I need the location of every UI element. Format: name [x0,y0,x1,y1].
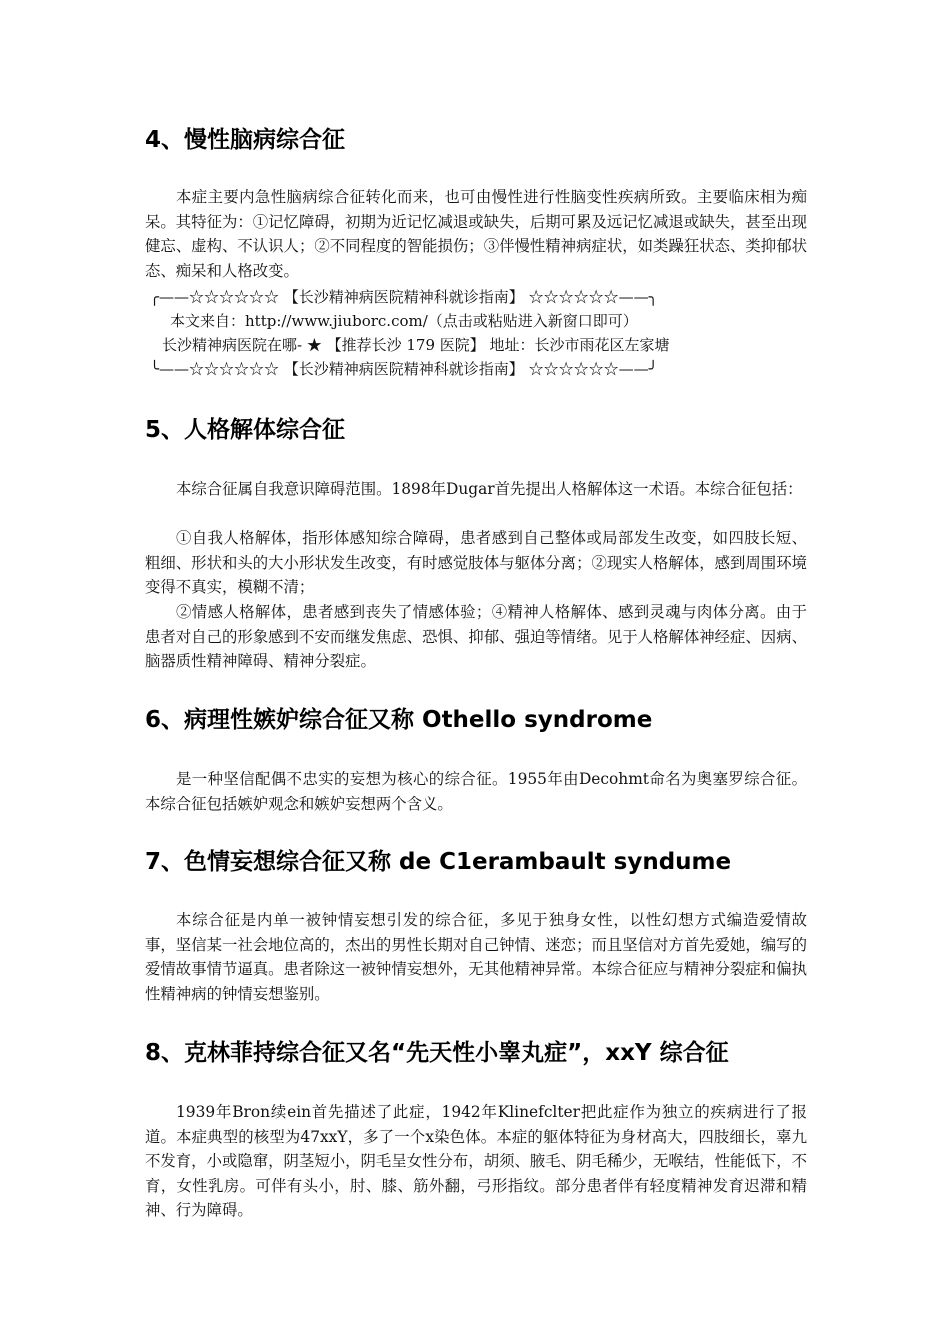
section-paragraph: 本综合征属自我意识障碍范围。1898年Dugar首先提出人格解体这一术语。本综合征包括： [176,480,803,498]
ad-bottom-border-line: ╰——☆☆☆☆☆☆ 【长沙精神病医院精神科就诊指南】 ☆☆☆☆☆☆——╯ [150,360,658,378]
section-paragraph: 本综合征是内单一被钟情妄想引发的综合征，多见于独身女性，以性幻想方式编造爱情故事，坚信某一社会地位高的，杰出的男性长期对自己钟情、迷恋；而且坚信对方首先爱她，编写的爱情故事情节逼真。患者除这一被钟情妄想外，无其他精神异常。本综合征应与精神分裂症和偏执性精神病的钟情妄想鉴别。 [145,911,807,1003]
ad-source-line[interactable]: 本文来自：http://www.jiuborc.com/（点击或粘贴进入新窗口即可） [170,312,638,330]
ad-top-border-line: ╭——☆☆☆☆☆☆ 【长沙精神病医院精神科就诊指南】 ☆☆☆☆☆☆——╮ [150,288,658,306]
ad-box [150,285,750,381]
section-paragraph: ②情感人格解体，患者感到丧失了情感体验；④精神人格解体、感到灵魂与肉体分离。由于患者对自己的形象感到不安而继发焦虑、恐惧、抑郁、强迫等情绪。见于人格解体神经症、因病、脑器质性精神障碍、精神分裂症。 [145,603,807,670]
section-paragraph: ①自我人格解体，指形体感知综合障碍，患者感到自己整体或局部发生改变，如四肢长短、粗细、形状和头的大小形状发生改变，有时感觉肢体与躯体分离；②现实人格解体，感到周围环境变得不真实，模糊不清； [145,529,807,596]
section-heading: 8、克林菲持综合征又名“先天性小睾丸症”，xxY 综合征 [145,1040,729,1066]
section-heading: 6、病理性嫉妒综合征又称 Othello syndrome [145,707,653,733]
section-paragraph: 1939年Bron续ein首先描述了此症，1942年Klinefclter把此症作为独立的疾病进行了报道。本症典型的核型为47xxY，多了一个x染色体。本症的躯体特征为身材高大，四肢细长，辜九不发育，小或隐窜，阴茎短小，阴毛呈女性分布，胡须、腋毛、阴毛稀少，无喉结，性能低下，不育，女性乳房。可伴有头小，肘、膝、筋外翻，弓形指纹。部分患者伴有轻度精神发育迟滞和精神、行为障碍。 [145,1103,807,1219]
ad-address-line: 长沙精神病医院在哪- ★ 【推荐长沙 179 医院】 地址：长沙市雨花区左家塘 [162,336,670,354]
section-heading: 5、人格解体综合征 [145,417,346,443]
section-heading: 7、色情妄想综合征又称 de C1erambault syndume [145,849,732,875]
section-paragraph: 是一种坚信配偶不忠实的妄想为核心的综合征。1955年由Decohmt命名为奥塞罗综合征。本综合征包括嫉妒观念和嫉妒妄想两个含义。 [145,770,807,813]
section-paragraph: 本症主要内急性脑病综合征转化而来，也可由慢性进行性脑变性疾病所致。主要临床相为痴呆。其特征为：①记忆障碍，初期为近记忆减退或缺失，后期可累及远记忆减退或缺失，甚至出现健忘、虚构、不认识人；②不同程度的智能损伤；③伴慢性精神病症状，如类躁狂状态、类抑郁状态、痴呆和人格改变。 [145,188,807,280]
section-heading: 4、慢性脑病综合征 [145,127,346,153]
